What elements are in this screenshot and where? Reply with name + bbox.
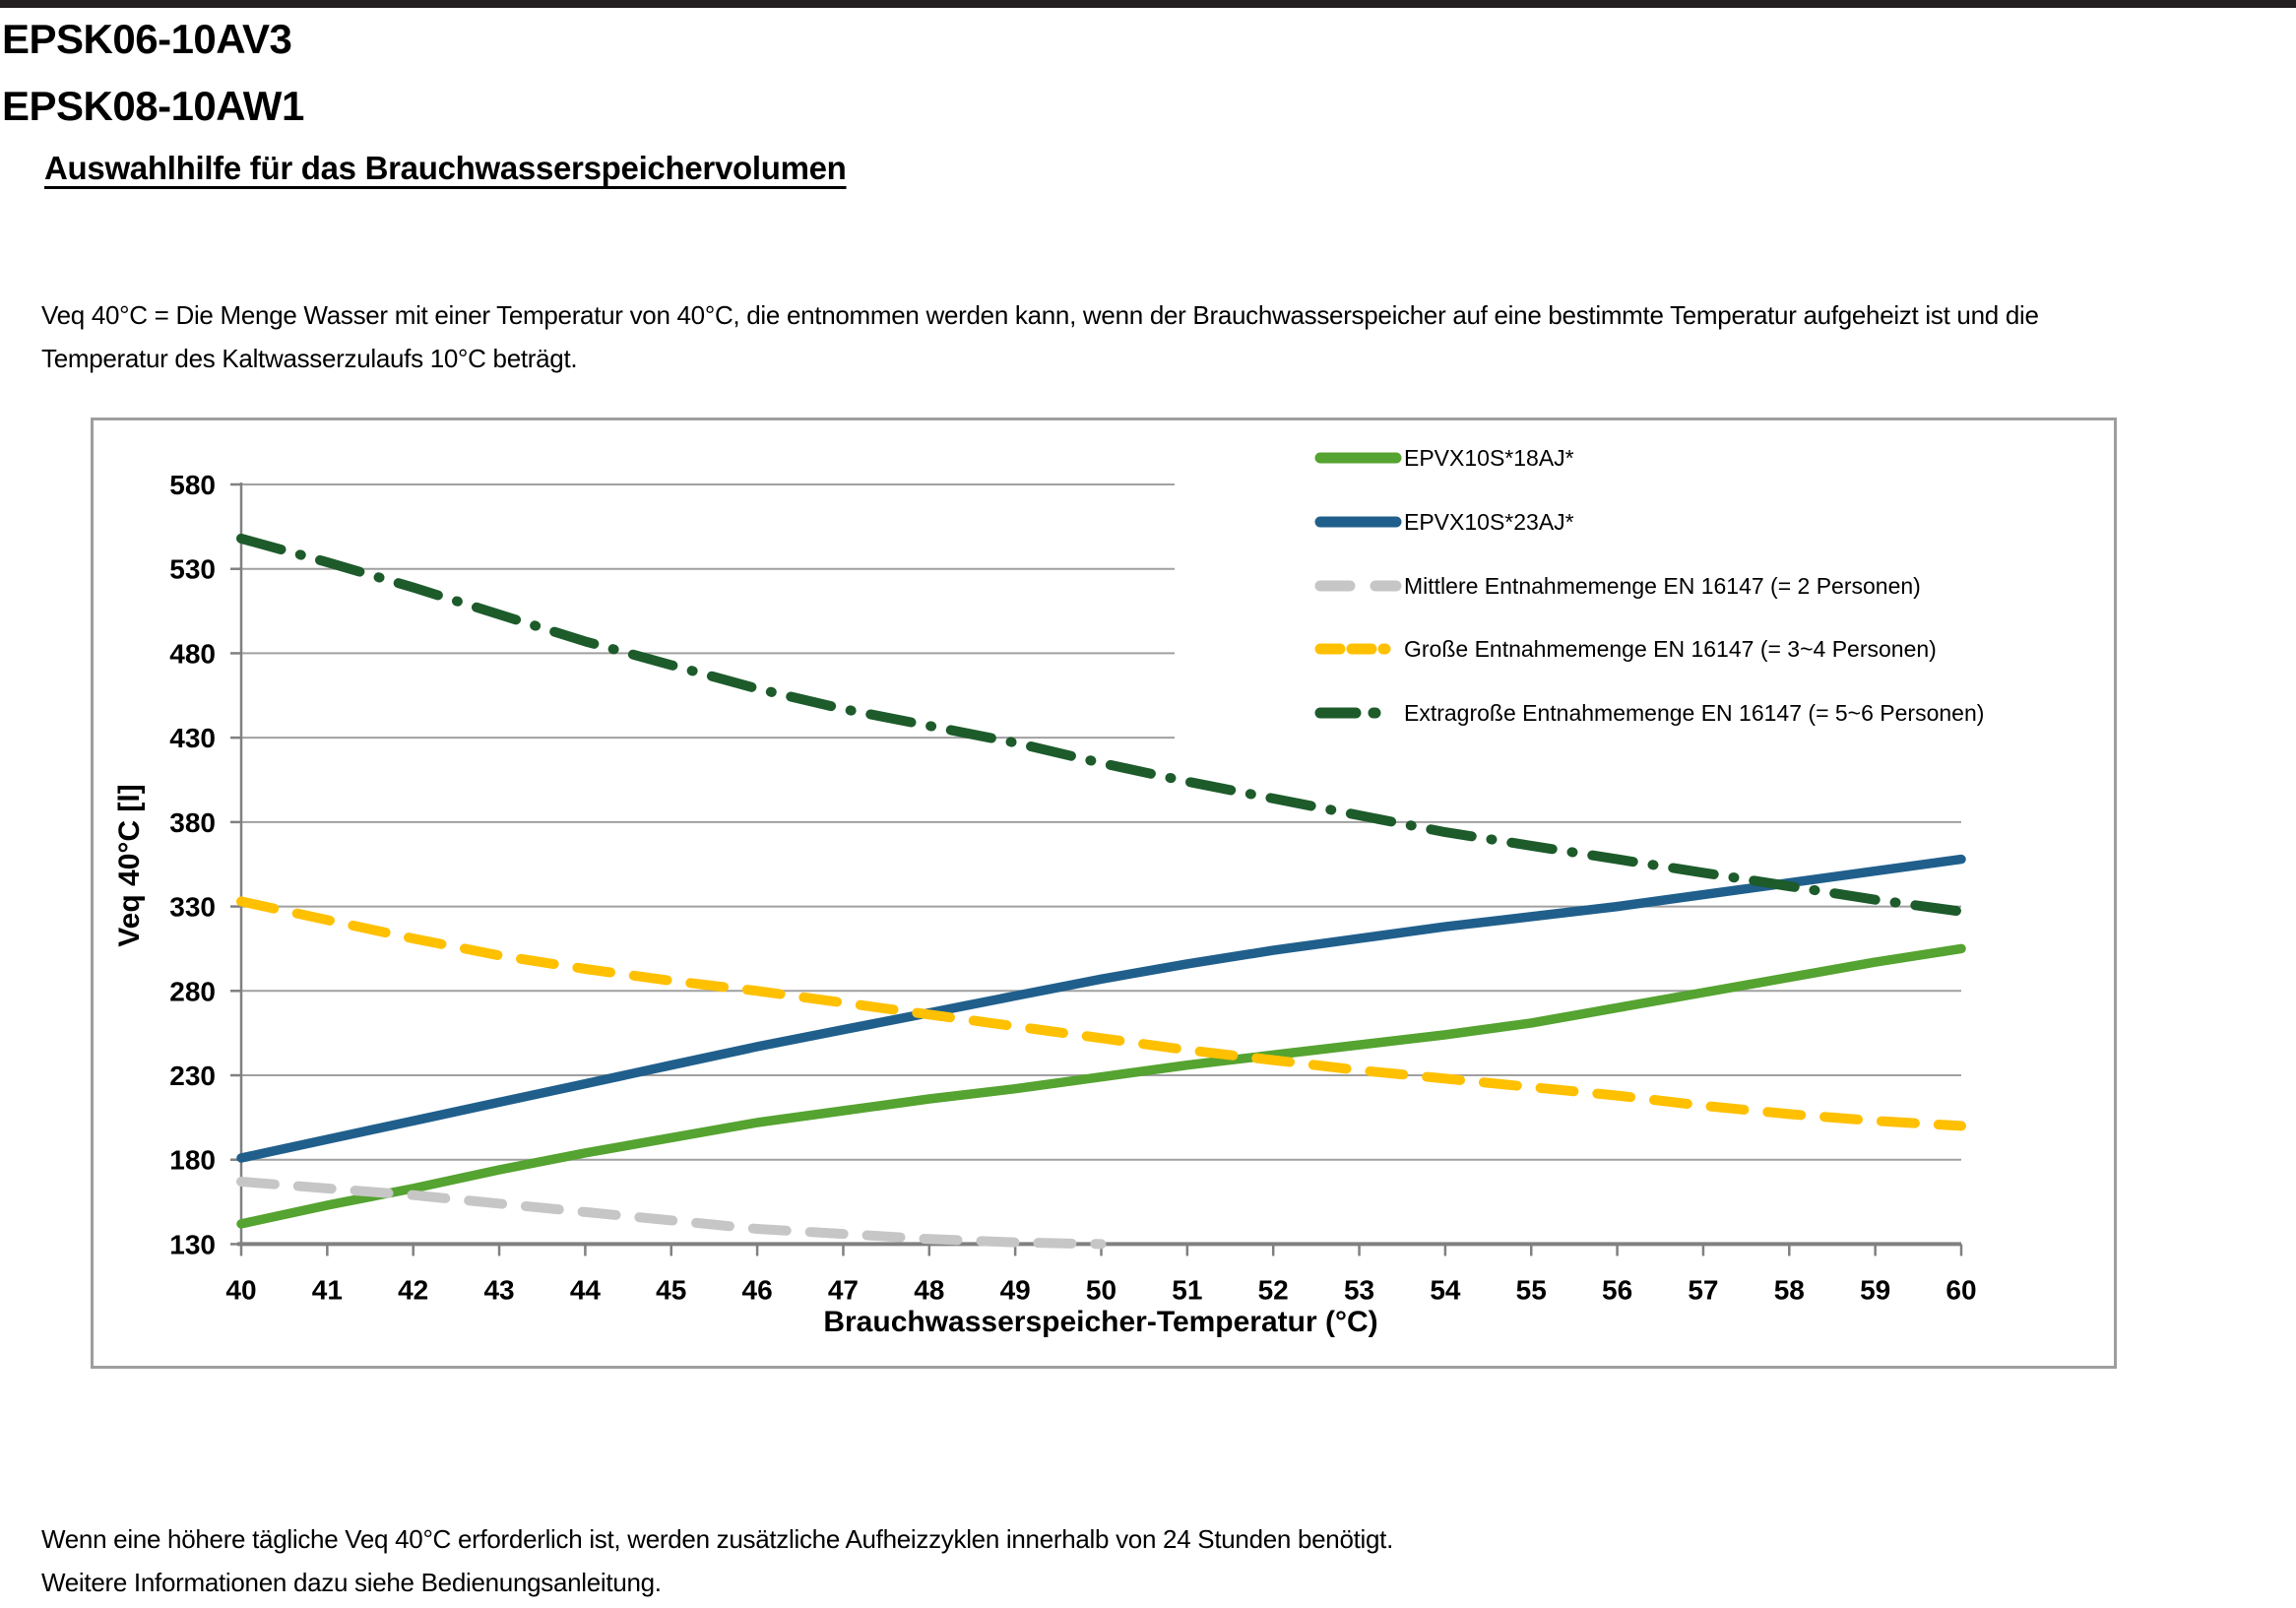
top-border-bar: [0, 0, 2296, 8]
y-tick-label-430: 430: [169, 723, 216, 754]
y-tick-label-380: 380: [169, 806, 216, 838]
legend-label-2: EPVX10S*23AJ*: [1404, 509, 1574, 535]
x-tick-label-43: 43: [483, 1274, 515, 1306]
description-line-1: Veq 40°C = Die Menge Wasser mit einer Temperatur von 40°C, die entnommen werden kann, wenn der Brauchwasserspeicher auf eine bestimmte Temperatur aufgeheizt ist und die: [41, 300, 2039, 330]
x-tick-label-49: 49: [999, 1274, 1031, 1306]
model-title-1: EPSK06-10AV3: [2, 16, 292, 62]
series-line-4: [241, 901, 1961, 1126]
chart-area: [91, 418, 2117, 1369]
x-tick-label-51: 51: [1172, 1274, 1203, 1306]
y-tick-label-330: 330: [169, 891, 216, 923]
x-tick-label-53: 53: [1343, 1274, 1375, 1306]
x-tick-label-58: 58: [1773, 1274, 1805, 1306]
x-tick-label-56: 56: [1602, 1274, 1633, 1306]
x-axis-title: Brauchwasserspeicher-Temperatur (°C): [823, 1306, 1378, 1338]
footer-note-2: Weitere Informationen dazu siehe Bedienungsanleitung.: [41, 1568, 662, 1597]
model-title-2: EPSK08-10AW1: [2, 83, 304, 129]
x-tick-label-60: 60: [1945, 1274, 1977, 1306]
series-line-2: [241, 860, 1961, 1158]
description-line-2: Temperatur des Kaltwasserzulaufs 10°C beträgt.: [41, 344, 578, 373]
x-tick-label-57: 57: [1688, 1274, 1719, 1306]
legend-label-1: EPVX10S*18AJ*: [1404, 445, 1574, 471]
x-tick-label-42: 42: [398, 1274, 429, 1306]
y-tick-label-480: 480: [169, 638, 216, 670]
x-tick-label-47: 47: [827, 1274, 860, 1306]
y-tick-label-530: 530: [169, 553, 216, 585]
y-tick-label-280: 280: [169, 976, 216, 1007]
y-tick-label-180: 180: [169, 1144, 216, 1176]
series-line-3: [241, 1182, 1102, 1244]
x-tick-label-59: 59: [1860, 1274, 1891, 1306]
x-tick-label-41: 41: [311, 1274, 343, 1306]
x-tick-label-45: 45: [656, 1274, 687, 1306]
x-tick-label-46: 46: [741, 1274, 773, 1306]
x-tick-label-55: 55: [1515, 1274, 1547, 1306]
x-tick-label-44: 44: [569, 1274, 601, 1306]
x-tick-label-52: 52: [1257, 1274, 1289, 1306]
legend-label-3: Mittlere Entnahmemenge EN 16147 (= 2 Personen): [1404, 573, 1921, 599]
y-tick-label-130: 130: [169, 1229, 216, 1260]
x-tick-label-48: 48: [914, 1274, 945, 1306]
section-heading: Auswahlhilfe für das Brauchwasserspeichervolumen: [44, 150, 847, 186]
x-tick-label-50: 50: [1085, 1274, 1117, 1306]
y-tick-label-580: 580: [169, 470, 216, 500]
legend-label-5: Extragroße Entnahmemenge EN 16147 (= 5~6 Personen): [1404, 700, 1985, 726]
legend-label-4: Große Entnahmemenge EN 16147 (= 3~4 Personen): [1404, 636, 1937, 662]
y-tick-label-230: 230: [169, 1061, 216, 1092]
y-axis-title: Veq 40°C [l]: [113, 784, 146, 947]
x-tick-label-40: 40: [225, 1274, 257, 1306]
x-tick-label-54: 54: [1430, 1274, 1461, 1306]
chart-canvas: [94, 420, 2114, 1366]
footer-note-1: Wenn eine höhere tägliche Veq 40°C erforderlich ist, werden zusätzliche Aufheizzyklen innerhalb von 24 Stunden benötigt.: [41, 1524, 1394, 1554]
